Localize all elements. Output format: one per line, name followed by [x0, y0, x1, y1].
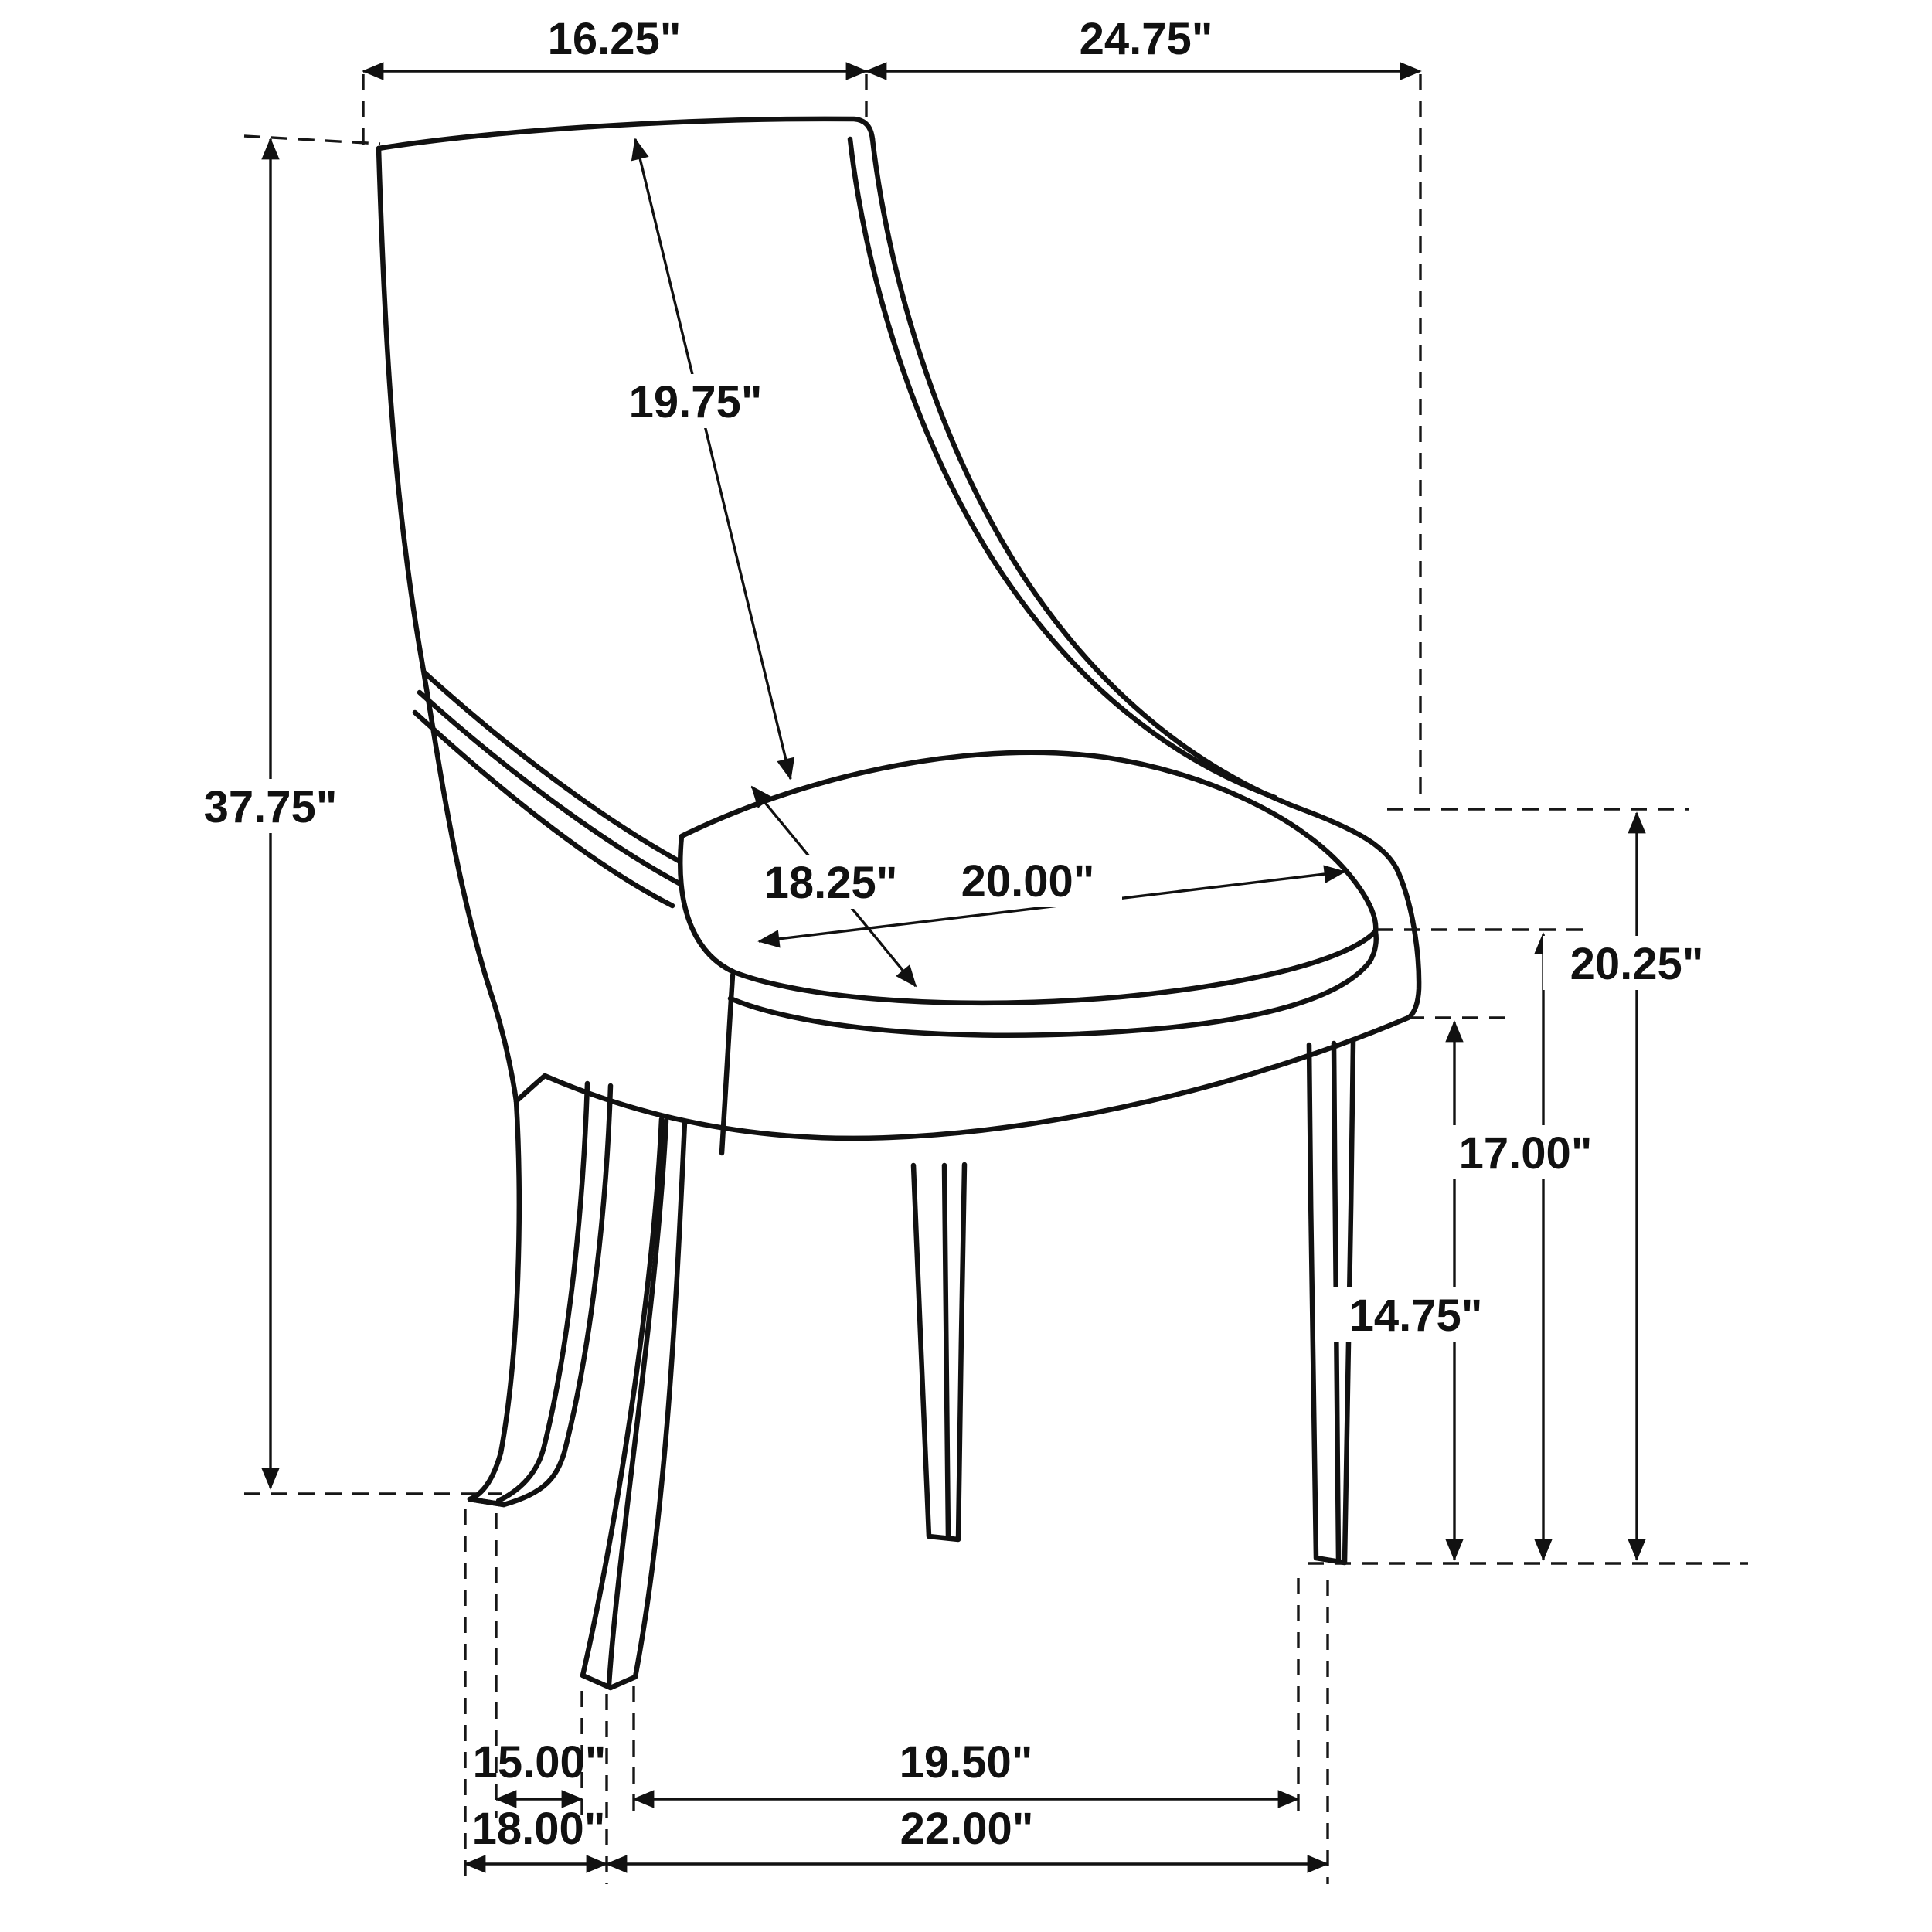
label-front-leg-inner-spacing: 19.50"	[899, 1737, 1033, 1787]
dimline-backrest-length	[635, 139, 791, 779]
label-seat-height: 17.00"	[1458, 1128, 1593, 1179]
chair-rear-left-leg	[470, 1086, 611, 1505]
chair-front-left-leg	[583, 1119, 685, 1688]
label-front-stance-width: 22.00"	[900, 1804, 1034, 1854]
chair-rear-right-leg-face-line	[944, 1165, 948, 1538]
chair-back-top-edge	[379, 119, 872, 148]
chair-back-left-edge	[379, 148, 516, 1101]
label-overall-height: 37.75"	[203, 782, 338, 832]
label-side-top-height: 20.25"	[1570, 939, 1704, 989]
label-seat-width: 20.00"	[961, 856, 1095, 906]
chair-arm-seam-3	[415, 713, 672, 906]
label-backrest-length: 19.75"	[628, 377, 763, 427]
label-rear-leg-stance-depth: 18.00"	[471, 1804, 606, 1854]
chair-rear-right-leg	[913, 1165, 964, 1539]
label-back-width: 16.25"	[547, 14, 682, 64]
chair-back-inner-contour	[850, 139, 1275, 798]
chair-rear-left-leg-face-line	[498, 1083, 587, 1501]
label-overall-depth: 24.75"	[1079, 14, 1213, 64]
label-rear-to-front-leg-spacing: 15.00"	[472, 1737, 607, 1787]
ext-overall-height-top	[244, 136, 380, 144]
label-seat-frame-height: 14.75"	[1349, 1291, 1483, 1341]
label-seat-depth: 18.25"	[764, 858, 898, 908]
